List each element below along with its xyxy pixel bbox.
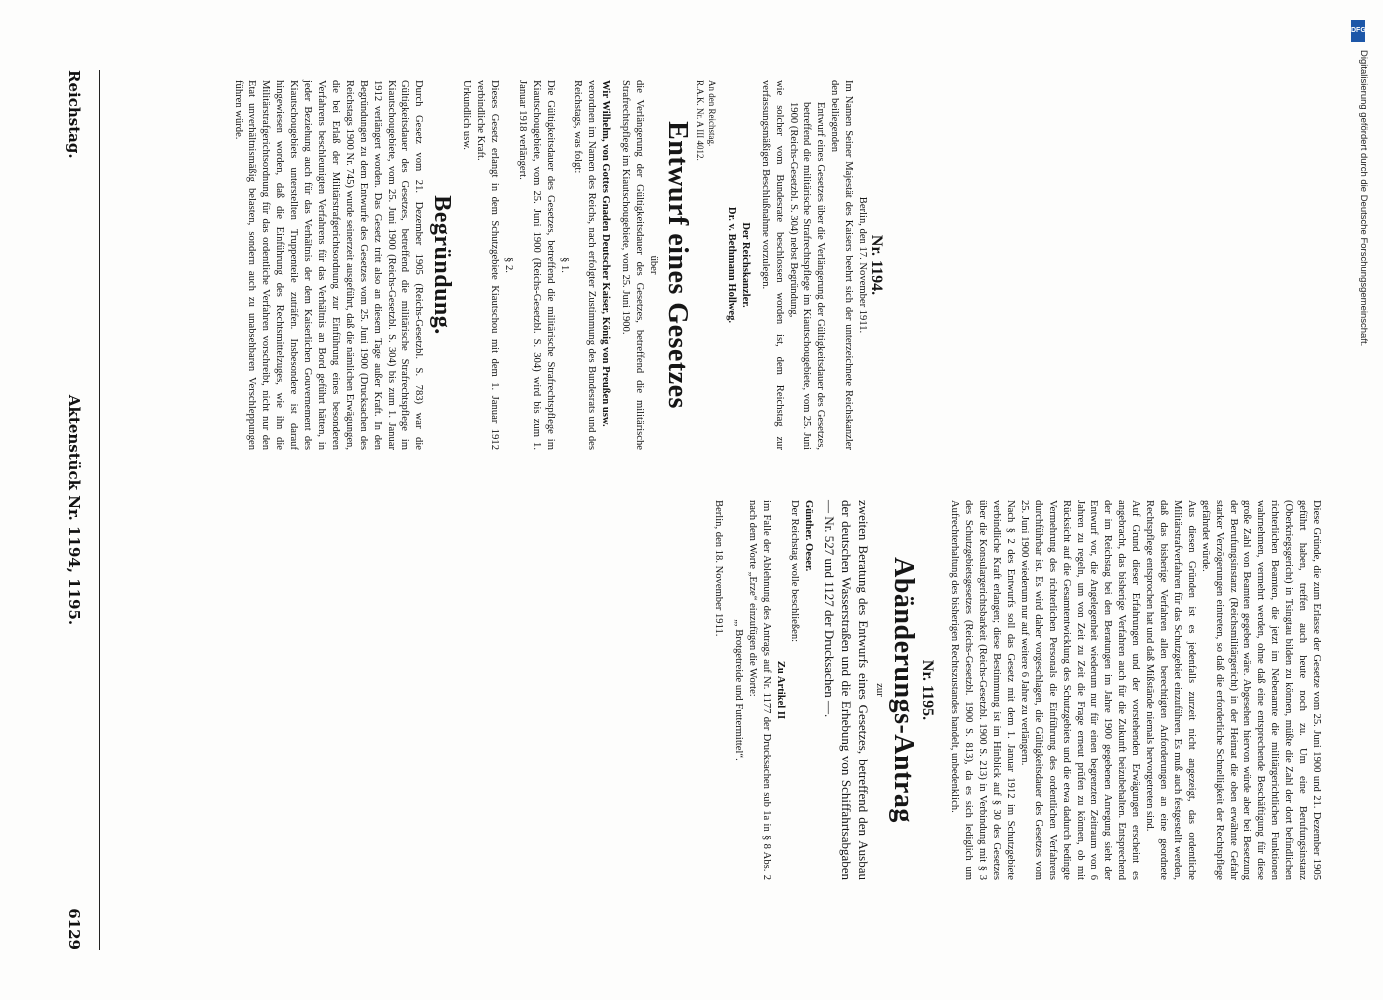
paragraph-1-text: Die Gültigkeitsdauer des Gesetzes, betreffend die militärische Strafrechtspflege im Kiautschougebiete, vom 25. Juni 1900 (Reichs-Gesetzbl. S. 304) wird bis zum 1. Januar 1918 verlängert.: [516, 80, 556, 450]
begruendung-text-1: Durch Gesetz vom 21. Dezember 1905 (Reichs-Gesetzbl. S. 783) war die Gültigkeitsdauer des Gesetzes, betreffend die militärische Strafrechtspflege im Kiautschougebiete, vom 25. Juni 1900 (Reichs-Gesetzbl. S. 304) bis zum 1. Januar 1912 verlängert worden. Das Gesetz tritt also an diesem Tage außer Kraft. In den Begründungen zu dem Entwurfe des Gesetzes vom 25. Juni 1900 (Drucksachen des Reichstags 1900 Nr. 745) wurde seinerzeit ausgeführt, daß die nämlichen Erwägungen, die bei Erlaß der Militärstrafgerichtsordnung zur Einführung eines besonderen Verfahrens beschleunigten Verfahrens für das Verhältnis an Bord geführt hätten, in jeder Beziehung auch für das Verhältnis der dem Kaiserlichen Gouvernement des Kiautschougebiets unterstellten Truppenteile zuträfen. Insbesondere ist darauf hingewiesen worden, daß die Einführung des Rechtsmittelzuges, wie ihn die Militärstrafgerichtsordnung für das ordentliche Verfahren vorschreibt, nicht nur den Etat unverhältnismäßig belasten, sondern auch zu unabsehbaren Verschleppungen führen würde.: [232, 80, 425, 450]
header-rule: [99, 70, 100, 950]
paragraph-2-text: Dieses Gesetz erlangt in dem Schutzgebiete Kiautschou mit dem 1. Januar 1912 verbindliche Kraft.: [475, 80, 501, 450]
begruendung-text-5: Nach § 2 des Entwurfs soll das Gesetz mit dem 1. Januar 1912 im Schutzgebiete verbindliche Kraft erlangen; diese Bestimmung ist im Hinblick auf § 30 des Gesetzes über die Konsulargerichtsbarkeit (Reichs-Gesetzbl. 1900 S. 213) in Verbindung mit § 3 des Schutzgebietsgesetzes (Reichs-Gesetzbl. 1900 S. 813), da es sich lediglich um Aufrechterhaltung des bisherigen Rechtszustandes handelt, unbedenklich.: [949, 500, 1017, 880]
nr1195-dateline: Berlin, den 18. November 1911.: [713, 500, 725, 637]
entwurf-ueber: über: [648, 255, 660, 275]
nr1195-zur: zur: [873, 683, 885, 697]
nr1195-number: Nr. 1195.: [918, 659, 936, 721]
nr1194-closing: wie solcher vom Bundesrate beschlossen worden ist, dem Reichstag zur verfassungsmäßigen Beschlußnahme vorzulegen.: [759, 80, 785, 450]
nr1195-heading: Abänderungs-Antrag: [887, 557, 919, 823]
dfg-credit: Digitalisierung gefördert durch die Deutsche Forschungsgemeinschaft.: [1358, 50, 1369, 347]
entwurf-formula: Wir Wilhelm, von Gottes Gnaden Deutscher Kaiser, König von Preußen usw.: [600, 80, 612, 427]
header-left: Reichstag.: [65, 70, 83, 159]
entwurf-subject: die Verlängerung der Gültigkeitsdauer des Gesetzes, betreffend die militärische Strafrechtspflege im Kiautschougebiete, vom 25. Juni 1900.: [620, 80, 646, 450]
nr1194-signature: Dr. v. Bethmann Hollweg.: [725, 206, 737, 324]
header-center: Aktenstück Nr. 1194, 1195.: [65, 394, 83, 626]
begruendung-heading: Begründung.: [429, 195, 456, 335]
dfg-logo: DFG: [1351, 20, 1365, 42]
entwurf-urkundlich: Urkundlich usw.: [461, 80, 473, 150]
nr1195-text: zweiten Beratung des Entwurfs eines Gesetzes, betreffend den Ausbau der deutschen Wasserstraßen und die Erhebung von Schiffahrtsabgaben — Nr. 527 und 1127 der Drucksachen —.: [821, 500, 871, 880]
entwurf-heading: Entwurf eines Gesetzes: [662, 121, 694, 409]
paragraph-1-label: § 1.: [558, 257, 570, 273]
paragraph-2-label: § 2.: [502, 257, 514, 273]
dfg-sidebar: [1347, 20, 1377, 980]
nr1195-body: im Falle der Ablehnung des Antrags auf Nr. 1177 der Drucksachen sub 1a in § 8 Abs. 2 nach dem Worte „Erze“ einzufügen die Worte:: [747, 500, 772, 880]
running-header: [53, 70, 93, 950]
nr1195-insert: „, Brotgetreide und Futtermittel“.: [733, 619, 745, 761]
nr1195-motion: Der Reichstag wolle beschließen:: [788, 500, 800, 643]
nr1194-draft: Entwurf eines Gesetzes über die Verlängerung der Gültigkeitsdauer des Gesetzes, betreffend die militärische Strafrechtspflege im Kiautschougebiete, vom 25. Juni 1900 (Reichs-Gesetzbl. S. 304) nebst Begründung,: [787, 102, 827, 450]
nr1195-names: Günther. Oeser.: [802, 500, 814, 572]
nr1194-reference: R.A.K. Nr. A III 4012.: [695, 80, 706, 161]
column-right: [711, 500, 1323, 880]
entwurf-verordnen: verordnen im Namen des Reichs, nach erfolgter Zustimmung des Bundesrats und des Reichstags, was folgt:: [572, 80, 598, 450]
nr1194-title: Der Reichskanzler.: [739, 222, 751, 308]
nr1194-number: Nr. 1194.: [868, 234, 885, 296]
nr1194-addressee: An den Reichstag.: [707, 80, 718, 147]
begruendung-text-4: Auf Grund dieser Erfahrungen und der vorstehenden Erwägungen erscheint es angebracht, das bisherige Verfahren auch für die Zukunft beizubehalten. Entsprechend der im Reichstag bei den Beratungen im Jahre 1900 gegebenen Anregung sieht der Entwurf vor, die Angelegenheit wiederum nur für einen begrenzten Zeitraum von 6 Jahren zu regeln, um von Zeit zu Zeit die Frage erneut prüfen zu können, ob mit Rücksicht auf die Gesamtentwicklung des Schutzgebiets und die etwa dadurch bedingte Vermehrung des richterlichen Personals die Einführung des ordentlichen Verfahrens durchführbar ist. Es wird daher vorgeschlagen, die Gültigkeitsdauer des Gesetzes vom 25. Juni 1900 wiederum nur auf weitere 6 Jahre zu verlängern.: [1018, 500, 1142, 880]
nr1194-intro: Im Namen Seiner Majestät des Kaisers beehrt sich der unterzeichnete Reichskanzler den beiliegenden: [829, 80, 855, 450]
begruendung-text-3: Aus diesen Gründen ist es jedenfalls zurzeit nicht angezeigt, das ordentliche Militärstrafverfahren für das Schutzgebiet einzuführen. Es muß auch festgestellt werden, daß das bisherige Verfahren allen berechtigten Anforderungen an eine geordnete Rechtspflege entsprochen hat und daß Mißstände niemals hervorgetreten sind.: [1144, 500, 1197, 880]
nr1194-dateline: Berlin, den 17. November 1911.: [857, 196, 869, 334]
page-number: 6129: [65, 908, 83, 950]
begruendung-text-2: Diese Gründe, die zum Erlasse der Gesetze vom 25. Juni 1900 und 21. Dezember 1905 geführt haben, treffen auch heute noch zu. Um eine Berufungsinstanz (Oberkriegsgericht) in Tsingtau bilden zu können, müßte die Zahl der dort befindlichen richterlichen Beamten, die jetzt im Nebenamte die militärgerichtlichen Funktionen wahrnehmen, vermehrt werden, ohne daß eine entsprechende Beschäftigung für diese große Zahl von Beamten gegeben wäre. Abgesehen hiervon würde aber bei Besetzung der Berufungsinstanz (Reichsmilitärgericht) in der Heimat die oben erwähnte Gefahr starker Verzögerungen eintreten, so daß die erforderliche Schnelligkeit der Rechtspflege gefährdet würde.: [1199, 500, 1322, 880]
nr1195-article: Zu Artikel II: [774, 660, 786, 720]
column-left: [231, 80, 883, 450]
